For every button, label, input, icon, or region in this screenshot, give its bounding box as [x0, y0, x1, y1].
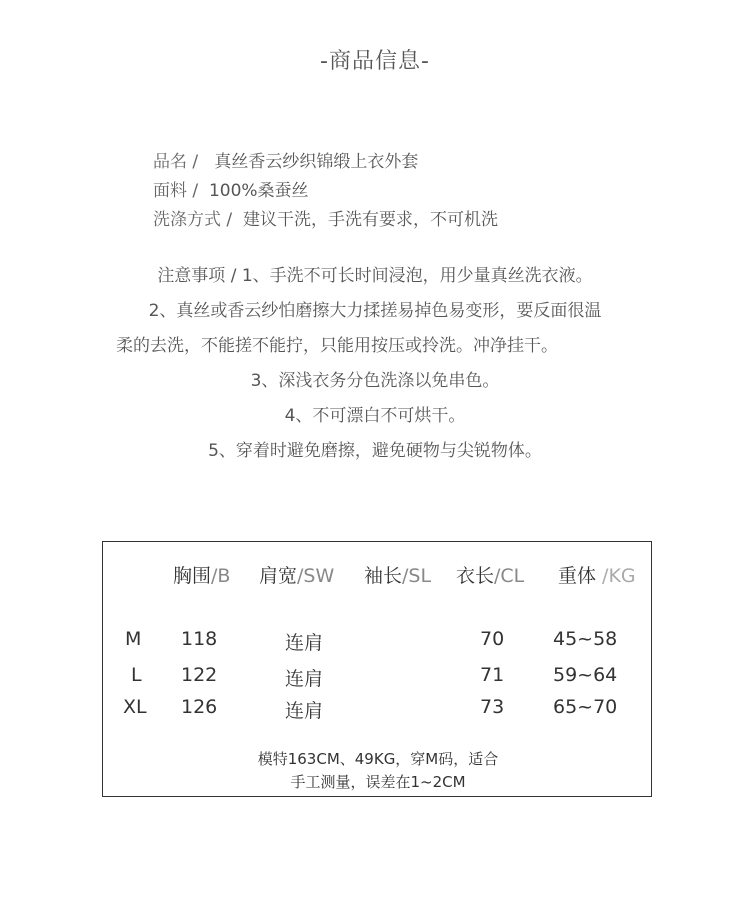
care-line: 注意事项 / 1、手洗不可长时间浸泡，用少量真丝洗衣液。: [157, 266, 593, 286]
shoulder-value: 连肩: [285, 700, 324, 722]
section-title: -商品信息-: [320, 49, 430, 74]
header-cn: 重体: [558, 565, 597, 587]
info-row-fabric: [153, 177, 498, 206]
info-value: 建议干洗，手洗有要求，不可机洗: [242, 210, 498, 230]
length-value: 73: [480, 696, 505, 718]
weight-value: 59~64: [553, 664, 618, 686]
info-row-name: [153, 148, 498, 177]
info-value: 真丝香云纱织锦缎上衣外套: [214, 152, 419, 172]
weight-value: 65~70: [553, 696, 618, 718]
model-note: 模特163CM、49KG，穿M码，适合: [257, 750, 499, 768]
care-line: 柔的去洗，不能搓不能拧，只能用按压或拎洗。冲净挂干。: [116, 336, 558, 356]
header-weight: [558, 561, 636, 588]
bust-value: 118: [181, 628, 218, 650]
shoulder-value: 连肩: [285, 632, 324, 654]
bust-value: 122: [181, 664, 218, 686]
care-line: 4、不可漂白不可烘干。: [284, 406, 466, 426]
care-line: 3、深浅衣务分色洗涤以免串色。: [250, 371, 500, 391]
info-value: 100%桑蚕丝: [208, 181, 309, 201]
info-label: 品名 /: [153, 152, 199, 172]
weight-value: 45~58: [553, 628, 618, 650]
header-en: /SW: [297, 565, 335, 587]
care-line: 5、穿着时避免磨擦，避免硬物与尖锐物体。: [208, 441, 542, 461]
header-cn: 袖长: [364, 565, 403, 587]
size-label: L: [131, 664, 142, 686]
info-label: 洗涤方式 /: [153, 210, 233, 230]
info-row-washing: [153, 206, 498, 235]
length-value: 70: [480, 628, 505, 650]
size-label: M: [125, 628, 142, 650]
header-cn: 胸围: [173, 565, 212, 587]
shoulder-value: 连肩: [285, 668, 324, 690]
header-length: [456, 561, 524, 588]
care-line: 2、真丝或香云纱怕磨擦大力揉搓易掉色易变形，要反面很温: [148, 301, 602, 321]
measure-note: 手工测量，误差在1~2CM: [290, 773, 466, 791]
header-en: /SL: [402, 565, 432, 587]
header-cn: 衣长: [456, 565, 495, 587]
length-value: 71: [480, 664, 505, 686]
header-bust: [173, 561, 230, 588]
product-info: [153, 148, 498, 235]
size-table: [102, 541, 652, 797]
size-label: XL: [123, 696, 147, 718]
bust-value: 126: [181, 696, 218, 718]
header-cn: 肩宽: [259, 565, 298, 587]
header-shoulder: [259, 561, 334, 588]
header-en: /B: [211, 565, 231, 587]
header-en: /KG: [596, 565, 636, 587]
care-instructions: [0, 259, 750, 469]
info-label: 面料 /: [153, 181, 199, 201]
header-en: /CL: [494, 565, 525, 587]
header-sleeve: [364, 561, 431, 588]
